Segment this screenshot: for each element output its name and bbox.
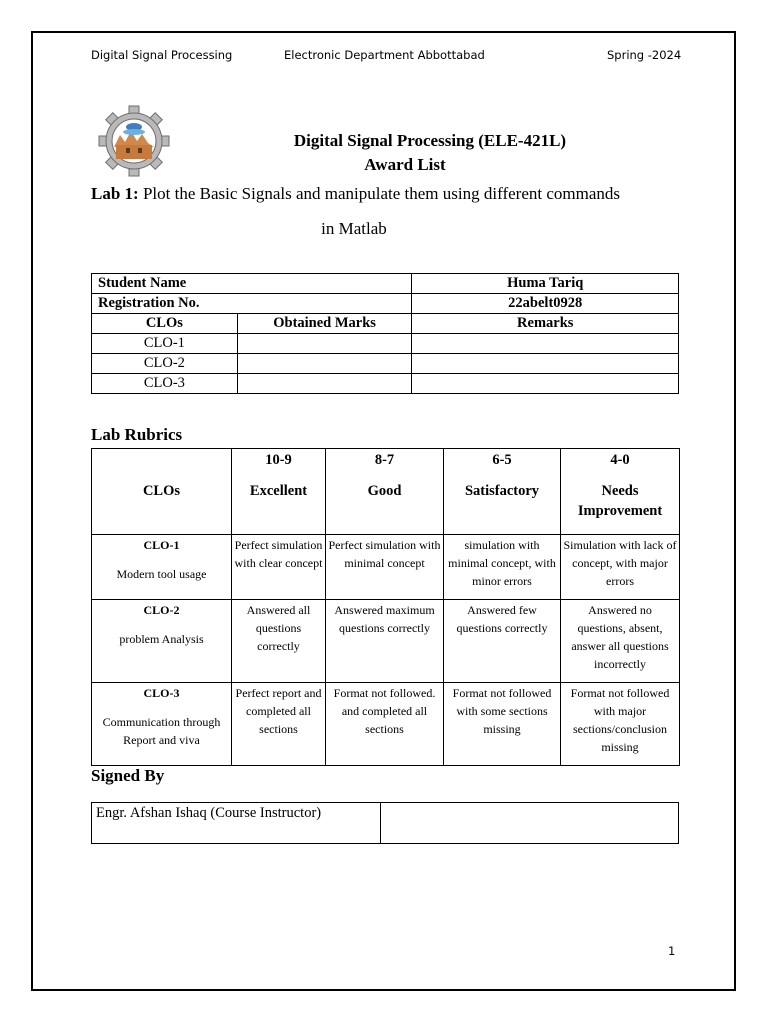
university-logo-icon [98,105,170,177]
remarks-cell [412,374,679,394]
obtained-marks-cell [237,374,412,394]
registration-value: 22abelt0928 [412,294,679,314]
page-number: 1 [668,944,676,958]
clo-description: Communication through Report and viva [102,715,221,747]
table-row [92,803,679,844]
rubric-cell: Format not followed with some sections missing [444,683,561,766]
header-course: Digital Signal Processing [91,48,233,62]
level-header-good [326,449,444,535]
registration-label: Registration No. [92,294,412,314]
lab-label: Lab 1: [91,184,139,203]
clo-label: CLO-1 [143,538,180,552]
remarks-cell [412,334,679,354]
header-department: Electronic Department Abbottabad [284,48,485,62]
rubric-cell: Format not followed with major sections/conclusion missing [561,683,680,766]
clo-description: Modern tool usage [116,567,207,581]
obtained-marks-cell [237,354,412,374]
table-row [92,354,679,374]
award-table [91,273,679,394]
level-range: 8-7 [374,452,395,468]
clo-label: CLO-1 [92,334,238,354]
col-header-clos: CLOs [92,449,232,535]
clo-label: CLO-3 [143,686,180,700]
table-row [92,535,680,600]
award-list-title: Award List [364,155,446,174]
header-semester: Spring -2024 [607,48,682,62]
student-name-label: Student Name [92,274,412,294]
level-name: Needs Improvement [577,482,663,519]
table-row [92,294,679,314]
instructor-name: Engr. Afshan Ishaq (Course Instructor) [92,803,381,844]
lab-description-line2: in Matlab [321,219,387,238]
level-range: 4-0 [610,452,630,468]
rubric-cell: Perfect simulation with clear concept [232,535,326,600]
level-header-excellent [232,449,326,535]
rubric-cell: Answered few questions correctly [444,600,561,683]
obtained-marks-cell [237,334,412,354]
level-range: 6-5 [492,452,512,468]
signature-table [91,802,679,844]
level-name: Excellent [249,482,308,499]
student-name-value: Huma Tariq [412,274,679,294]
clo-label: CLO-2 [143,603,180,617]
table-row [92,374,679,394]
level-name: Satisfactory [464,482,540,499]
signed-by-heading: Signed By [91,766,165,785]
rubric-clo-cell [92,683,232,766]
rubrics-table [91,448,680,766]
table-row [92,449,680,535]
rubric-clo-cell [92,535,232,600]
rubric-cell: Answered no questions, absent, answer all questions incorrectly [561,600,680,683]
rubric-cell: Answered maximum questions correctly [326,600,444,683]
clo-label: CLO-2 [92,354,238,374]
rubric-cell: Answered all questions correctly [232,600,326,683]
level-name: Good [367,482,402,499]
table-row [92,600,680,683]
level-header-satisfactory [444,449,561,535]
rubric-cell: Format not followed. and completed all sections [326,683,444,766]
table-row [92,683,680,766]
course-title: Digital Signal Processing (ELE-421L) [293,131,567,150]
table-row [92,334,679,354]
rubric-cell: Simulation with lack of concept, with major errors [561,535,680,600]
clo-description: problem Analysis [119,632,204,646]
col-header-obtained-marks: Obtained Marks [237,314,412,334]
remarks-cell [412,354,679,374]
rubric-cell: Perfect report and completed all sections [232,683,326,766]
rubrics-heading: Lab Rubrics [91,425,183,444]
lab-title [91,184,620,204]
clo-label: CLO-3 [92,374,238,394]
level-header-needs-improvement [561,449,680,535]
signature-cell [380,803,678,844]
rubric-clo-cell [92,600,232,683]
col-header-clos: CLOs [92,314,238,334]
rubric-cell: simulation with minimal concept, with minor errors [444,535,561,600]
table-row [92,314,679,334]
rubric-cell: Perfect simulation with minimal concept [326,535,444,600]
table-row [92,274,679,294]
col-header-remarks: Remarks [412,314,679,334]
lab-description: Plot the Basic Signals and manipulate them using different commands [138,184,620,203]
level-range: 10-9 [265,452,292,468]
